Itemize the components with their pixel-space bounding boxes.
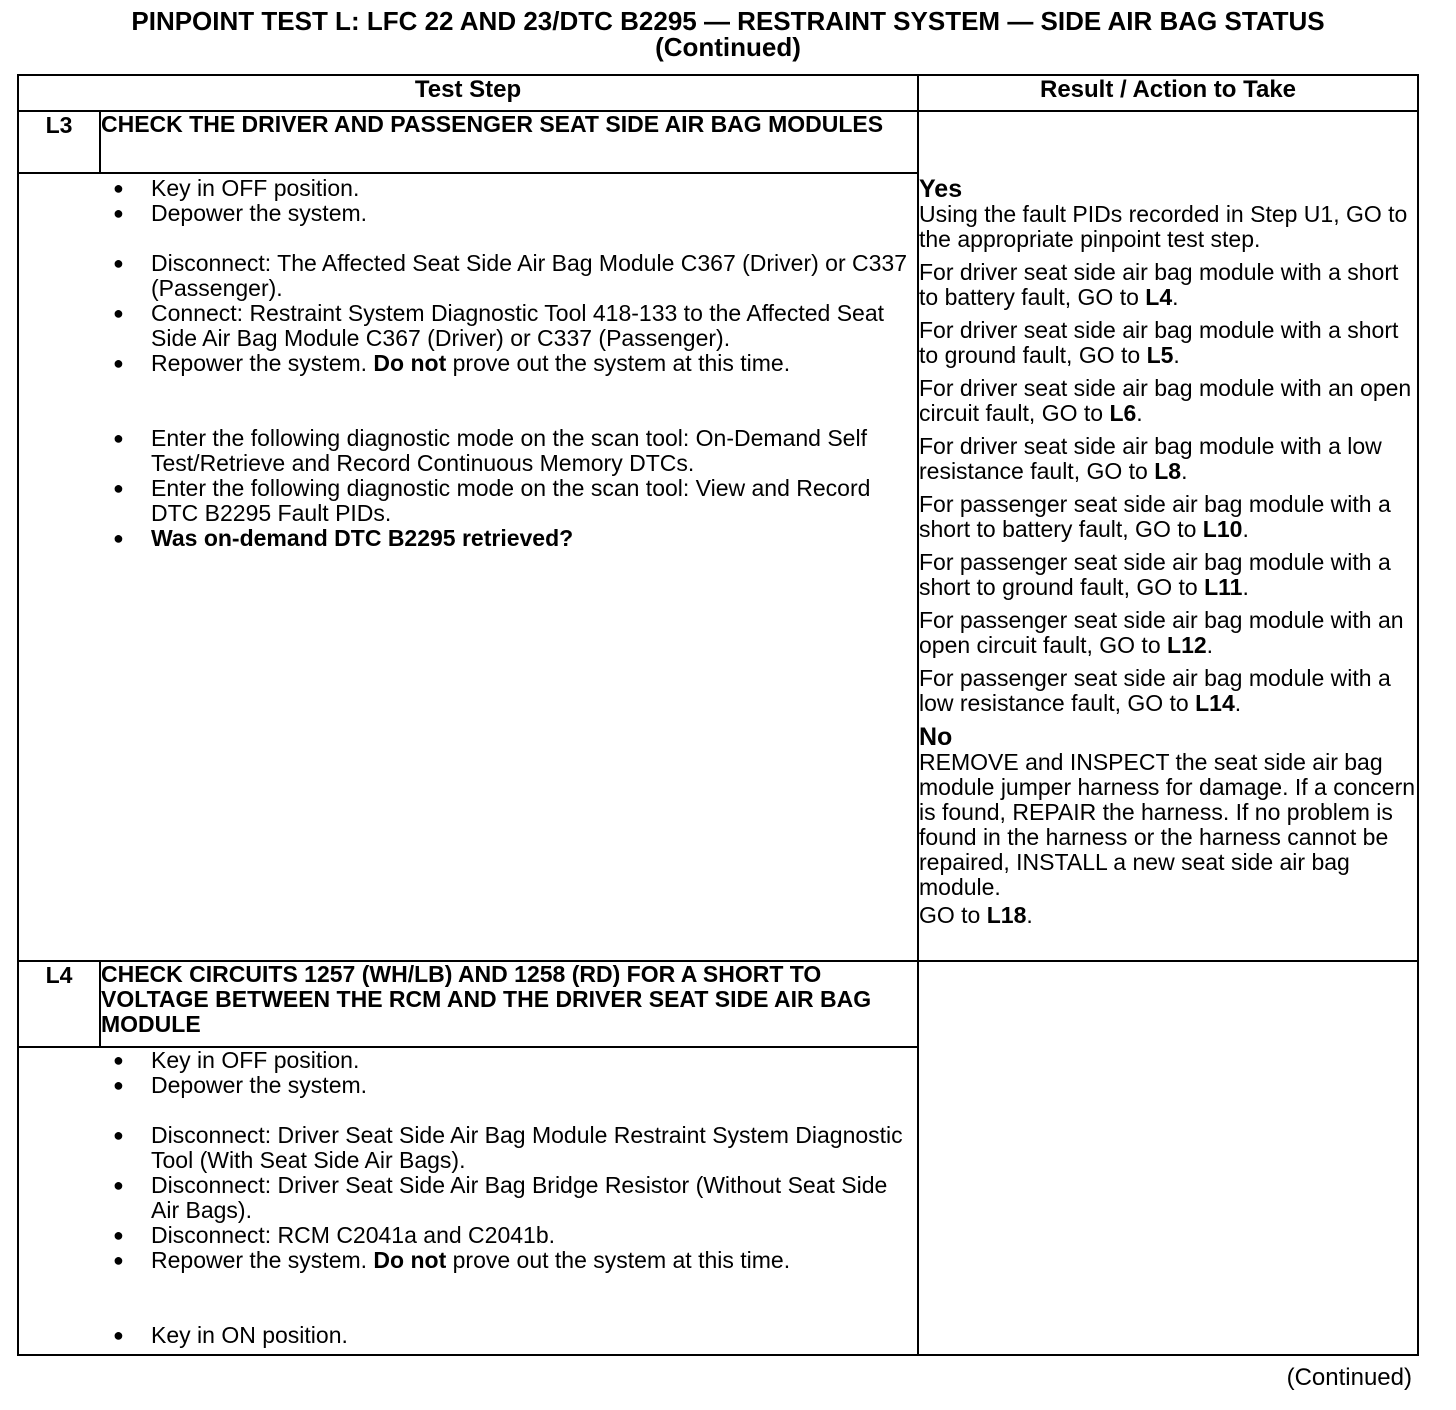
goto-step-link: L5 (1146, 342, 1174, 368)
yes-label: Yes (919, 175, 963, 203)
result-item: For passenger seat side air bag module with an open circuit fault, GO to L12. (919, 607, 1404, 658)
bullet-icon: ● (113, 478, 124, 498)
step-heading-l3: CHECK THE DRIVER AND PASSENGER SEAT SIDE AIR BAG MODULES (100, 111, 918, 173)
table-header-row (18, 75, 1418, 111)
bullet-icon: ● (113, 203, 124, 223)
result-item: For passenger seat side air bag module with a low resistance fault, GO to L14. (919, 665, 1391, 716)
yes-intro: Using the fault PIDs recorded in Step U1, GO to the appropriate pinpoint test step. (919, 201, 1408, 252)
goto-step-link: L6 (1109, 400, 1137, 426)
goto-step-link: L14 (1195, 690, 1235, 716)
goto-step-link: L18 (986, 902, 1027, 928)
goto-step-link: L4 (1145, 284, 1173, 310)
bullet-icon: ● (113, 1125, 124, 1145)
bullet-icon: ● (113, 353, 124, 373)
list-item: ● Key in ON position. (113, 1322, 348, 1348)
bullet-icon: ● (113, 1250, 124, 1270)
bullet-icon: ● (113, 528, 124, 548)
page-title (0, 8, 1456, 60)
result-cell-l4 (918, 961, 1418, 1355)
bullet-icon: ● (113, 428, 124, 448)
list-item: ● Connect: Restraint System Diagnostic Tool 418-133 to the Affected Seat Side Air Bag Module C367 (Driver) or C337 (Passenger). (113, 300, 885, 351)
list-item: ● Enter the following diagnostic mode on the scan tool: On-Demand Self Test/Retrieve and Record Continuous Memory DTCs. (113, 425, 867, 476)
step-id-l4: L4 (18, 961, 100, 1047)
continued-footer: (Continued) (1286, 1364, 1412, 1391)
no-text: REMOVE and INSPECT the seat side air bag module jumper harness for damage. If a concern is found, REPAIR the harness. If no problem is found in the harness or the harness cannot be repaired, INSTALL a new seat side air bag module. (919, 749, 1416, 900)
goto-step-link: L11 (1204, 574, 1243, 600)
result-item: For driver seat side air bag module with an open circuit fault, GO to L6. (919, 375, 1412, 426)
list-item: ● Was on-demand DTC B2295 retrieved? (113, 525, 574, 551)
bullet-icon: ● (113, 253, 124, 273)
step-heading-l4: CHECK CIRCUITS 1257 (WH/LB) AND 1258 (RD) FOR A SHORT TO VOLTAGE BETWEEN THE RCM AND THE DRIVER SEAT SIDE AIR BAG MODULE (100, 961, 918, 1047)
result-item: For passenger seat side air bag module with a short to battery fault, GO to L10. (919, 491, 1391, 542)
step-id-l3: L3 (18, 111, 100, 173)
list-item: ● Disconnect: The Affected Seat Side Air Bag Module C367 (Driver) or C337 (Passenger). (113, 250, 907, 301)
no-label: No (919, 723, 953, 751)
list-item: ● Enter the following diagnostic mode on the scan tool: View and Record DTC B2295 Fault PIDs. (113, 475, 871, 526)
step-l4-heading-row (18, 961, 1418, 1047)
no-goto: GO to L18. (919, 902, 1033, 928)
result-cell-l3 (918, 111, 1418, 961)
step-list-l4 (19, 1048, 917, 1348)
step-body-l4 (18, 1047, 918, 1355)
list-item: ● Disconnect: Driver Seat Side Air Bag Bridge Resistor (Without Seat Side Air Bags). (113, 1172, 888, 1223)
list-item: ● Repower the system. Do not prove out the system at this time. (113, 350, 791, 376)
list-item: ● Disconnect: RCM C2041a and C2041b. (113, 1222, 556, 1248)
list-item: ● Depower the system. (113, 200, 368, 226)
result-item: For driver seat side air bag module with a short to ground fault, GO to L5. (919, 317, 1399, 368)
list-item: ● Disconnect: Driver Seat Side Air Bag Module Restraint System Diagnostic Tool (With Seat Side Air Bags). (113, 1122, 903, 1173)
list-item: ● Repower the system. Do not prove out the system at this time. (113, 1247, 791, 1273)
bullet-icon: ● (113, 1225, 124, 1245)
goto-step-link: L12 (1167, 632, 1207, 658)
result-item: For passenger seat side air bag module with a short to ground fault, GO to L11. (919, 549, 1391, 600)
pinpoint-test-table (17, 74, 1419, 1356)
result-item: For driver seat side air bag module with a short to battery fault, GO to L4. (919, 259, 1399, 310)
step-list-l3 (19, 176, 917, 551)
step-body-l3 (18, 173, 918, 961)
list-item: ● Key in OFF position. (113, 175, 360, 201)
goto-step-link: L10 (1202, 516, 1243, 542)
result-item: For driver seat side air bag module with a low resistance fault, GO to L8. (919, 433, 1382, 484)
list-item: ● Depower the system. (113, 1072, 368, 1098)
bullet-icon: ● (113, 1325, 124, 1345)
bullet-icon: ● (113, 1175, 124, 1195)
title-line-1: PINPOINT TEST L: LFC 22 AND 23/DTC B2295 — RESTRAINT SYSTEM — SIDE AIR BAG STATUS (131, 6, 1325, 36)
step-l3-heading-row (18, 111, 1418, 173)
bullet-icon: ● (113, 1075, 124, 1095)
title-line-2: (Continued) (655, 32, 801, 62)
bullet-icon: ● (113, 178, 124, 198)
col-header-result: Result / Action to Take (918, 75, 1418, 111)
list-item: ● Key in OFF position. (113, 1047, 360, 1073)
col-header-test-step: Test Step (18, 75, 918, 111)
result-content-l3 (919, 112, 1417, 928)
goto-step-link: L8 (1154, 458, 1182, 484)
bullet-icon: ● (113, 1050, 124, 1070)
bullet-icon: ● (113, 303, 124, 323)
